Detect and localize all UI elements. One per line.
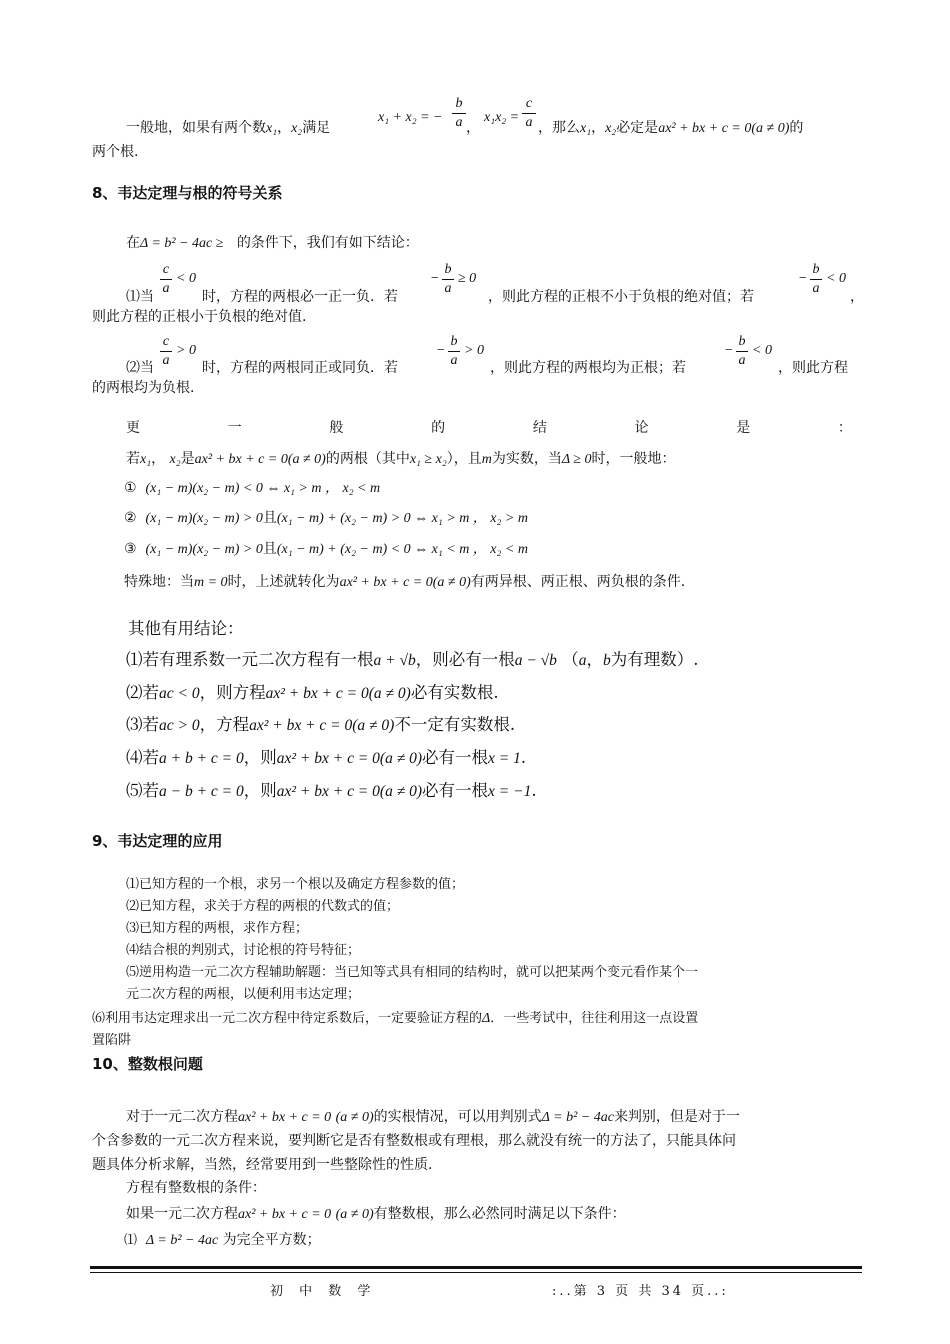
integer-root-condition-1: ⑴ Δ = b² − 4ac 为完全平方数； [124, 1232, 321, 1248]
application-item-6: ⑹利用韦达定理求出一元二次方程中待定系数后，一定要验证方程的Δ．一些考试中，往往利用这一点设置 [92, 1011, 699, 1026]
p1-text-b: 时，方程的两根必一正一负．若 [202, 289, 398, 305]
product-formula: x₁x₂ = [484, 110, 520, 125]
sum-fraction: b a [452, 96, 466, 131]
footer-page-number: :..第 3 页 共 34 页..: [552, 1284, 729, 1299]
condition-item-1: ① (x₁ − m)(x₂ − m) < 0 ⇔ x₁ > m ， x₂ < m [124, 480, 381, 496]
application-item-3: ⑶已知方程的两根，求作方程； [126, 921, 309, 936]
p1-text-a: ⑴当 [126, 289, 154, 305]
p2-text-a: ⑵当 [126, 360, 154, 376]
integer-root-conditions-intro: 如果一元二次方程ax² + bx + c = 0 (a ≠ 0)有整数根，那么必然同时满足以下条件： [126, 1206, 626, 1222]
p1-fraction-b-a: b a [442, 262, 454, 297]
useful-rule-2: ⑵若ac < 0，则方程ax² + bx + c = 0(a ≠ 0)必有实数根. [126, 683, 499, 702]
p2-relation-3: < 0 [752, 343, 772, 358]
product-fraction: c a [522, 96, 536, 131]
application-item-4: ⑷结合根的判别式，讨论根的符号特征； [126, 943, 361, 958]
p2-text-b: 时，方程的两根同正或同负．若 [202, 360, 398, 376]
p1-relation-2: ≥ 0 [458, 271, 477, 286]
p2-text-e: 的两根均为负根. [92, 380, 195, 396]
useful-title: 其他有用结论： [128, 619, 244, 638]
p2-text-c: ，则此方程的两根均为正根；若 [490, 360, 686, 376]
sum-formula: x₁ + x₂ = − [378, 110, 443, 125]
condition-item-3: ③ (x₁ − m)(x₂ − m) > 0且(x₁ − m) + (x₂ − m) < 0 ⇔ x₁ < m ， x₂ < m [124, 541, 528, 557]
p1-text-e: 则此方程的正根小于负根的绝对值. [92, 309, 307, 325]
p1-sign-3: − [798, 271, 808, 286]
useful-rule-3: ⑶若ac > 0，方程ax² + bx + c = 0(a ≠ 0)不一定有实数根. [126, 715, 516, 734]
integer-root-para-line-2: 个含参数的一元二次方程来说，要判断它是否有整数根或有理根，那么就没有统一的方法了，只能具体问 [92, 1133, 736, 1149]
p1-fraction-b-a-2: b a [810, 262, 822, 297]
intro-line-1: 一般地，如果有两个数x₁，x₂满足 [126, 120, 331, 136]
p1-relation-3: < 0 [826, 271, 846, 286]
integer-root-para-line-1: 对于一元二次方程ax² + bx + c = 0 (a ≠ 0)的实根情况，可以用判别式Δ = b² − 4ac来判别，但是对于一 [126, 1109, 740, 1125]
section-10-heading: 10、整数根问题 [92, 1055, 203, 1073]
p2-fraction-b-a-2: b a [736, 334, 748, 369]
useful-rule-4: ⑷若a + b + c = 0，则ax² + bx + c = 0(a ≠ 0)必有一根x = 1. [126, 748, 527, 767]
section-8-heading: 8、韦达定理与根的符号关系 [92, 184, 283, 202]
p1-text-c: ，则此方程的正根不小于负根的绝对值；若 [488, 289, 754, 305]
special-case-line: 特殊地：当m = 0时，上述就转化为ax² + bx + c = 0(a ≠ 0)有两异根、两正根、两负根的条件. [124, 574, 686, 590]
integer-root-para-line-3: 题具体分析求解，当然，经常要用到一些整除性的性质. [92, 1157, 433, 1173]
p2-text-d: ，则此方程 [778, 360, 848, 376]
footer-subject: 初 中 数 学 [270, 1284, 377, 1299]
intro-line-2: 两个根. [92, 144, 139, 160]
p2-relation-1: > 0 [176, 343, 196, 358]
general-conclusion-line: 更 一 般 的 结 论 是 ： [126, 420, 852, 436]
section-9-heading: 9、韦达定理的应用 [92, 832, 223, 850]
p2-relation-2: > 0 [464, 343, 484, 358]
footer-rule-thin [90, 1272, 862, 1273]
useful-rule-1: ⑴若有理系数一元二次方程有一根a + √b，则必有一根a − √b （a，b为有理数）. [126, 650, 699, 669]
general-conclusion-statement: 若x₁， x₂是ax² + bx + c = 0(a ≠ 0)的两根（其中x₁ ≥ x₂），且m为实数，当Δ ≥ 0时，一般地： [126, 451, 676, 467]
application-item-1: ⑴已知方程的一个根，求另一个根以及确定方程参数的值； [126, 877, 465, 892]
application-item-2: ⑵已知方程，求关于方程的两根的代数式的值； [126, 899, 400, 914]
p1-relation-1: < 0 [176, 271, 196, 286]
p2-sign-2: − [436, 343, 446, 358]
p1-fraction-c-a: c a [160, 262, 172, 297]
application-item-5-cont: 元二次方程的两根，以便利用韦达定理； [126, 987, 361, 1002]
p2-fraction-b-a: b a [448, 334, 460, 369]
footer-rule-thick [90, 1266, 862, 1269]
section-8-condition: 在Δ = b² − 4ac ≥ 的条件下，我们有如下结论： [126, 235, 419, 251]
integer-root-conditions-title: 方程有整数根的条件： [126, 1180, 266, 1196]
p1-text-d: ， [850, 289, 864, 305]
intro-line-1-tail: ，那么x₁，x₂必定是ax² + bx + c = 0(a ≠ 0)的 [538, 120, 804, 136]
p2-sign-3: − [724, 343, 734, 358]
p2-fraction-c-a: c a [160, 334, 172, 369]
application-item-5: ⑸逆用构造一元二次方程辅助解题：当已知等式具有相同的结构时，就可以把某两个变元看作某个一 [126, 965, 699, 980]
useful-rule-5: ⑸若a − b + c = 0，则ax² + bx + c = 0(a ≠ 0)必有一根x = −1. [126, 781, 537, 800]
intro-comma: ， [466, 120, 480, 136]
application-item-6-cont: 置陷阱 [92, 1033, 132, 1048]
p1-sign-2: − [430, 271, 440, 286]
condition-item-2: ② (x₁ − m)(x₂ − m) > 0且(x₁ − m) + (x₂ − m) > 0 ⇔ x₁ > m ， x₂ > m [124, 510, 528, 526]
